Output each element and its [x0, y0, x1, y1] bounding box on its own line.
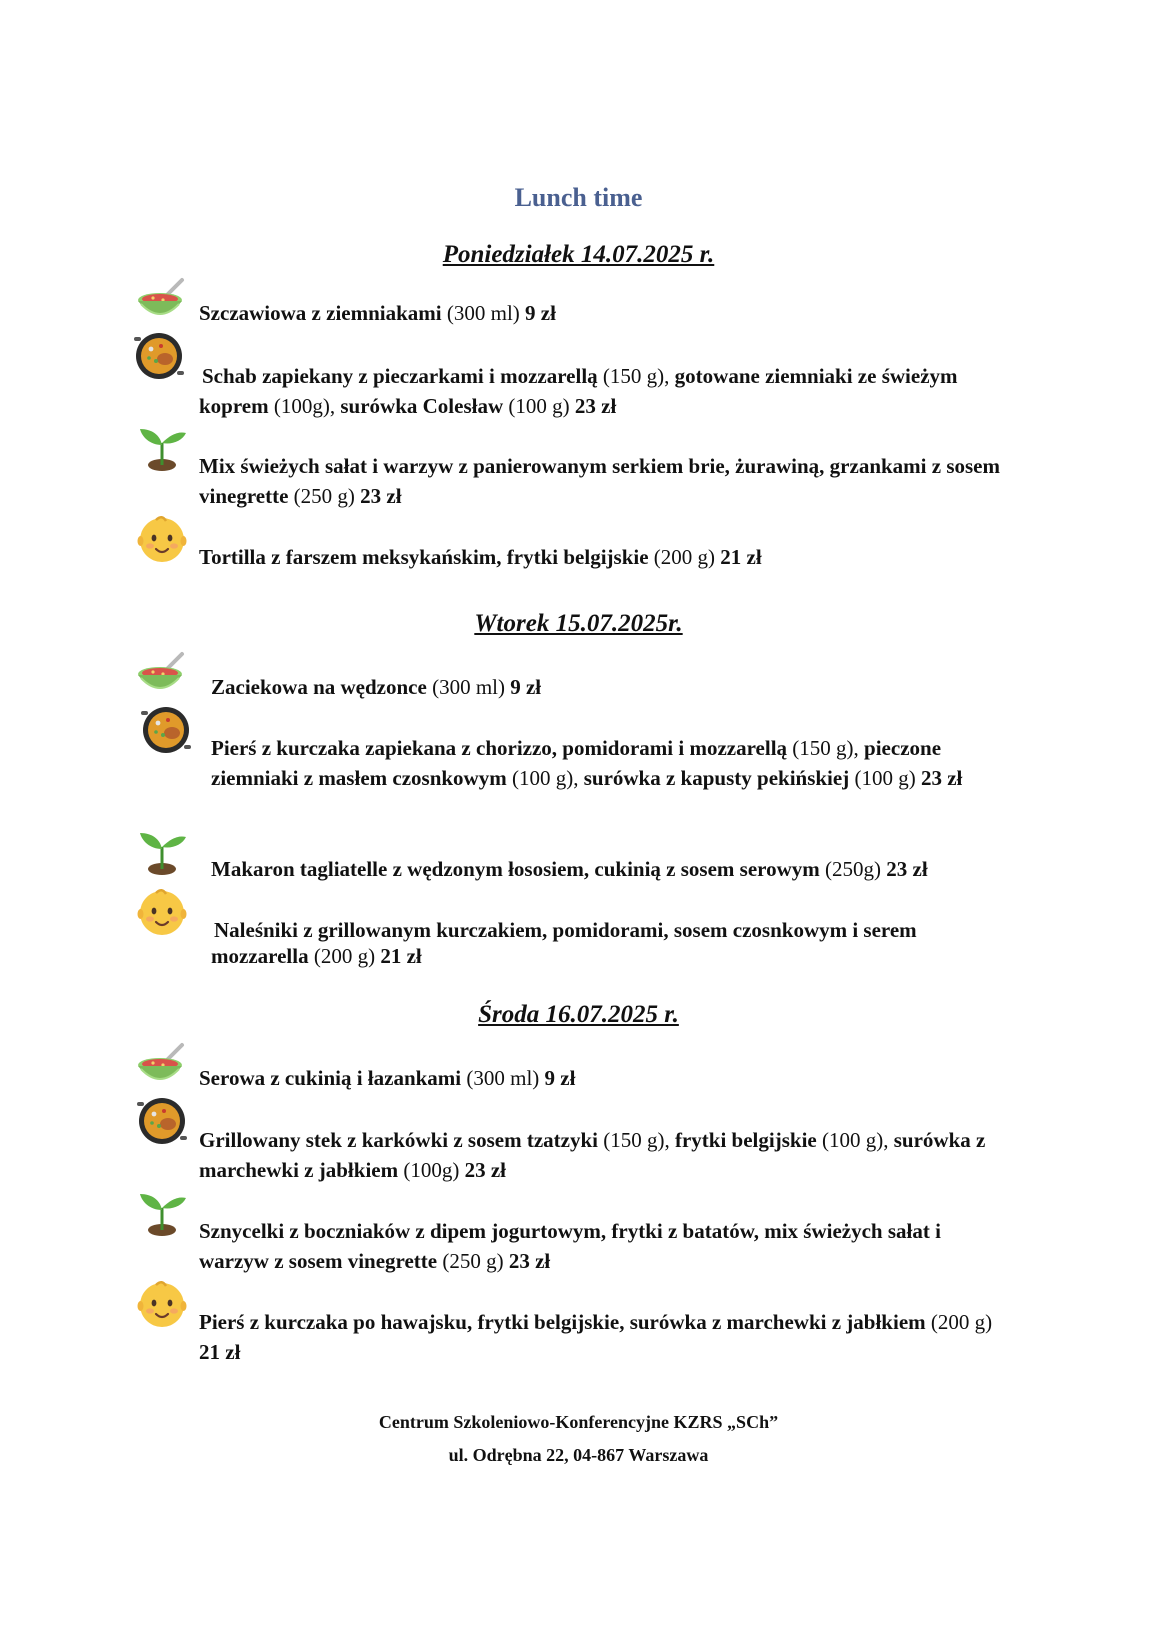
footer-company: Centrum Szkoleniowo-Konferencyjne KZRS „SCh” [378, 1412, 779, 1432]
menu-item-main: Schab zapiekany z pieczarkami i mozzarellą (150 g), gotowane ziemniaki ze świeżym koprem (100g), surówka Colesław (100 g) 23 zł [199, 364, 958, 418]
paella-pan-icon [136, 1095, 188, 1147]
seedling-icon [136, 421, 188, 473]
menu-item-soup: Serowa z cukinią i łazankami (300 ml) 9 zł [199, 1066, 576, 1090]
day-heading-tuesday: Wtorek 15.07.2025r. [474, 610, 683, 637]
menu-item-kids: Pierś z kurczaka po hawajsku, frytki belgijskie, surówka z marchewki z jabłkiem (200 g) 21 zł [199, 1310, 993, 1364]
day-heading-wednesday: Środa 16.07.2025 r. [478, 1001, 679, 1028]
baby-face-icon [136, 1278, 188, 1330]
soup-bowl-icon [136, 650, 188, 702]
menu-item-vegetarian: Makaron tagliatelle z wędzonym łososiem, cukinią z sosem serowym (250g) 23 zł [211, 857, 928, 881]
seedling-icon [136, 825, 188, 877]
menu-item-soup: Szczawiowa z ziemniakami (300 ml) 9 zł [199, 301, 556, 325]
menu-item-main: Grillowany stek z karkówki z sosem tzatzyki (150 g), frytki belgijskie (100 g), surówka z marchewki z jabłkiem (100g) 23 zł [199, 1128, 986, 1182]
menu-item-main: Pierś z kurczaka zapiekana z chorizzo, pomidorami i mozzarellą (150 g), pieczone ziemniaki z masłem czosnkowym (100 g), surówka z kapusty pekińskiej (100 g) 23 zł [211, 736, 963, 790]
day-heading-monday: Poniedziałek 14.07.2025 r. [442, 241, 715, 268]
paella-pan-icon [140, 704, 192, 756]
menu-item-vegetarian: Sznycelki z boczniaków z dipem jogurtowym, frytki z batatów, mix świeżych sałat i warzyw z sosem vinegrette (250 g) 23 zł [199, 1219, 941, 1273]
menu-item-vegetarian: Mix świeżych sałat i warzyw z panierowanym serkiem brie, żurawiną, grzankami z sosem vinegrette (250 g) 23 zł [199, 454, 1000, 508]
footer-address: ul. Odrębna 22, 04-867 Warszawa [448, 1445, 709, 1465]
soup-bowl-icon [136, 276, 188, 328]
menu-item-kids: Naleśniki z grillowanym kurczakiem, pomidorami, sosem czosnkowym i serem mozzarella (200 g) 21 zł [211, 918, 917, 968]
paella-pan-icon [133, 330, 185, 382]
menu-item-soup: Zaciekowa na wędzonce (300 ml) 9 zł [211, 675, 542, 699]
menu-item-kids: Tortilla z farszem meksykańskim, frytki belgijskie (200 g) 21 zł [199, 545, 762, 569]
baby-face-icon [136, 513, 188, 565]
seedling-icon [136, 1186, 188, 1238]
soup-bowl-icon [136, 1041, 188, 1093]
page-title: Lunch time [514, 183, 643, 212]
baby-face-icon [136, 886, 188, 938]
